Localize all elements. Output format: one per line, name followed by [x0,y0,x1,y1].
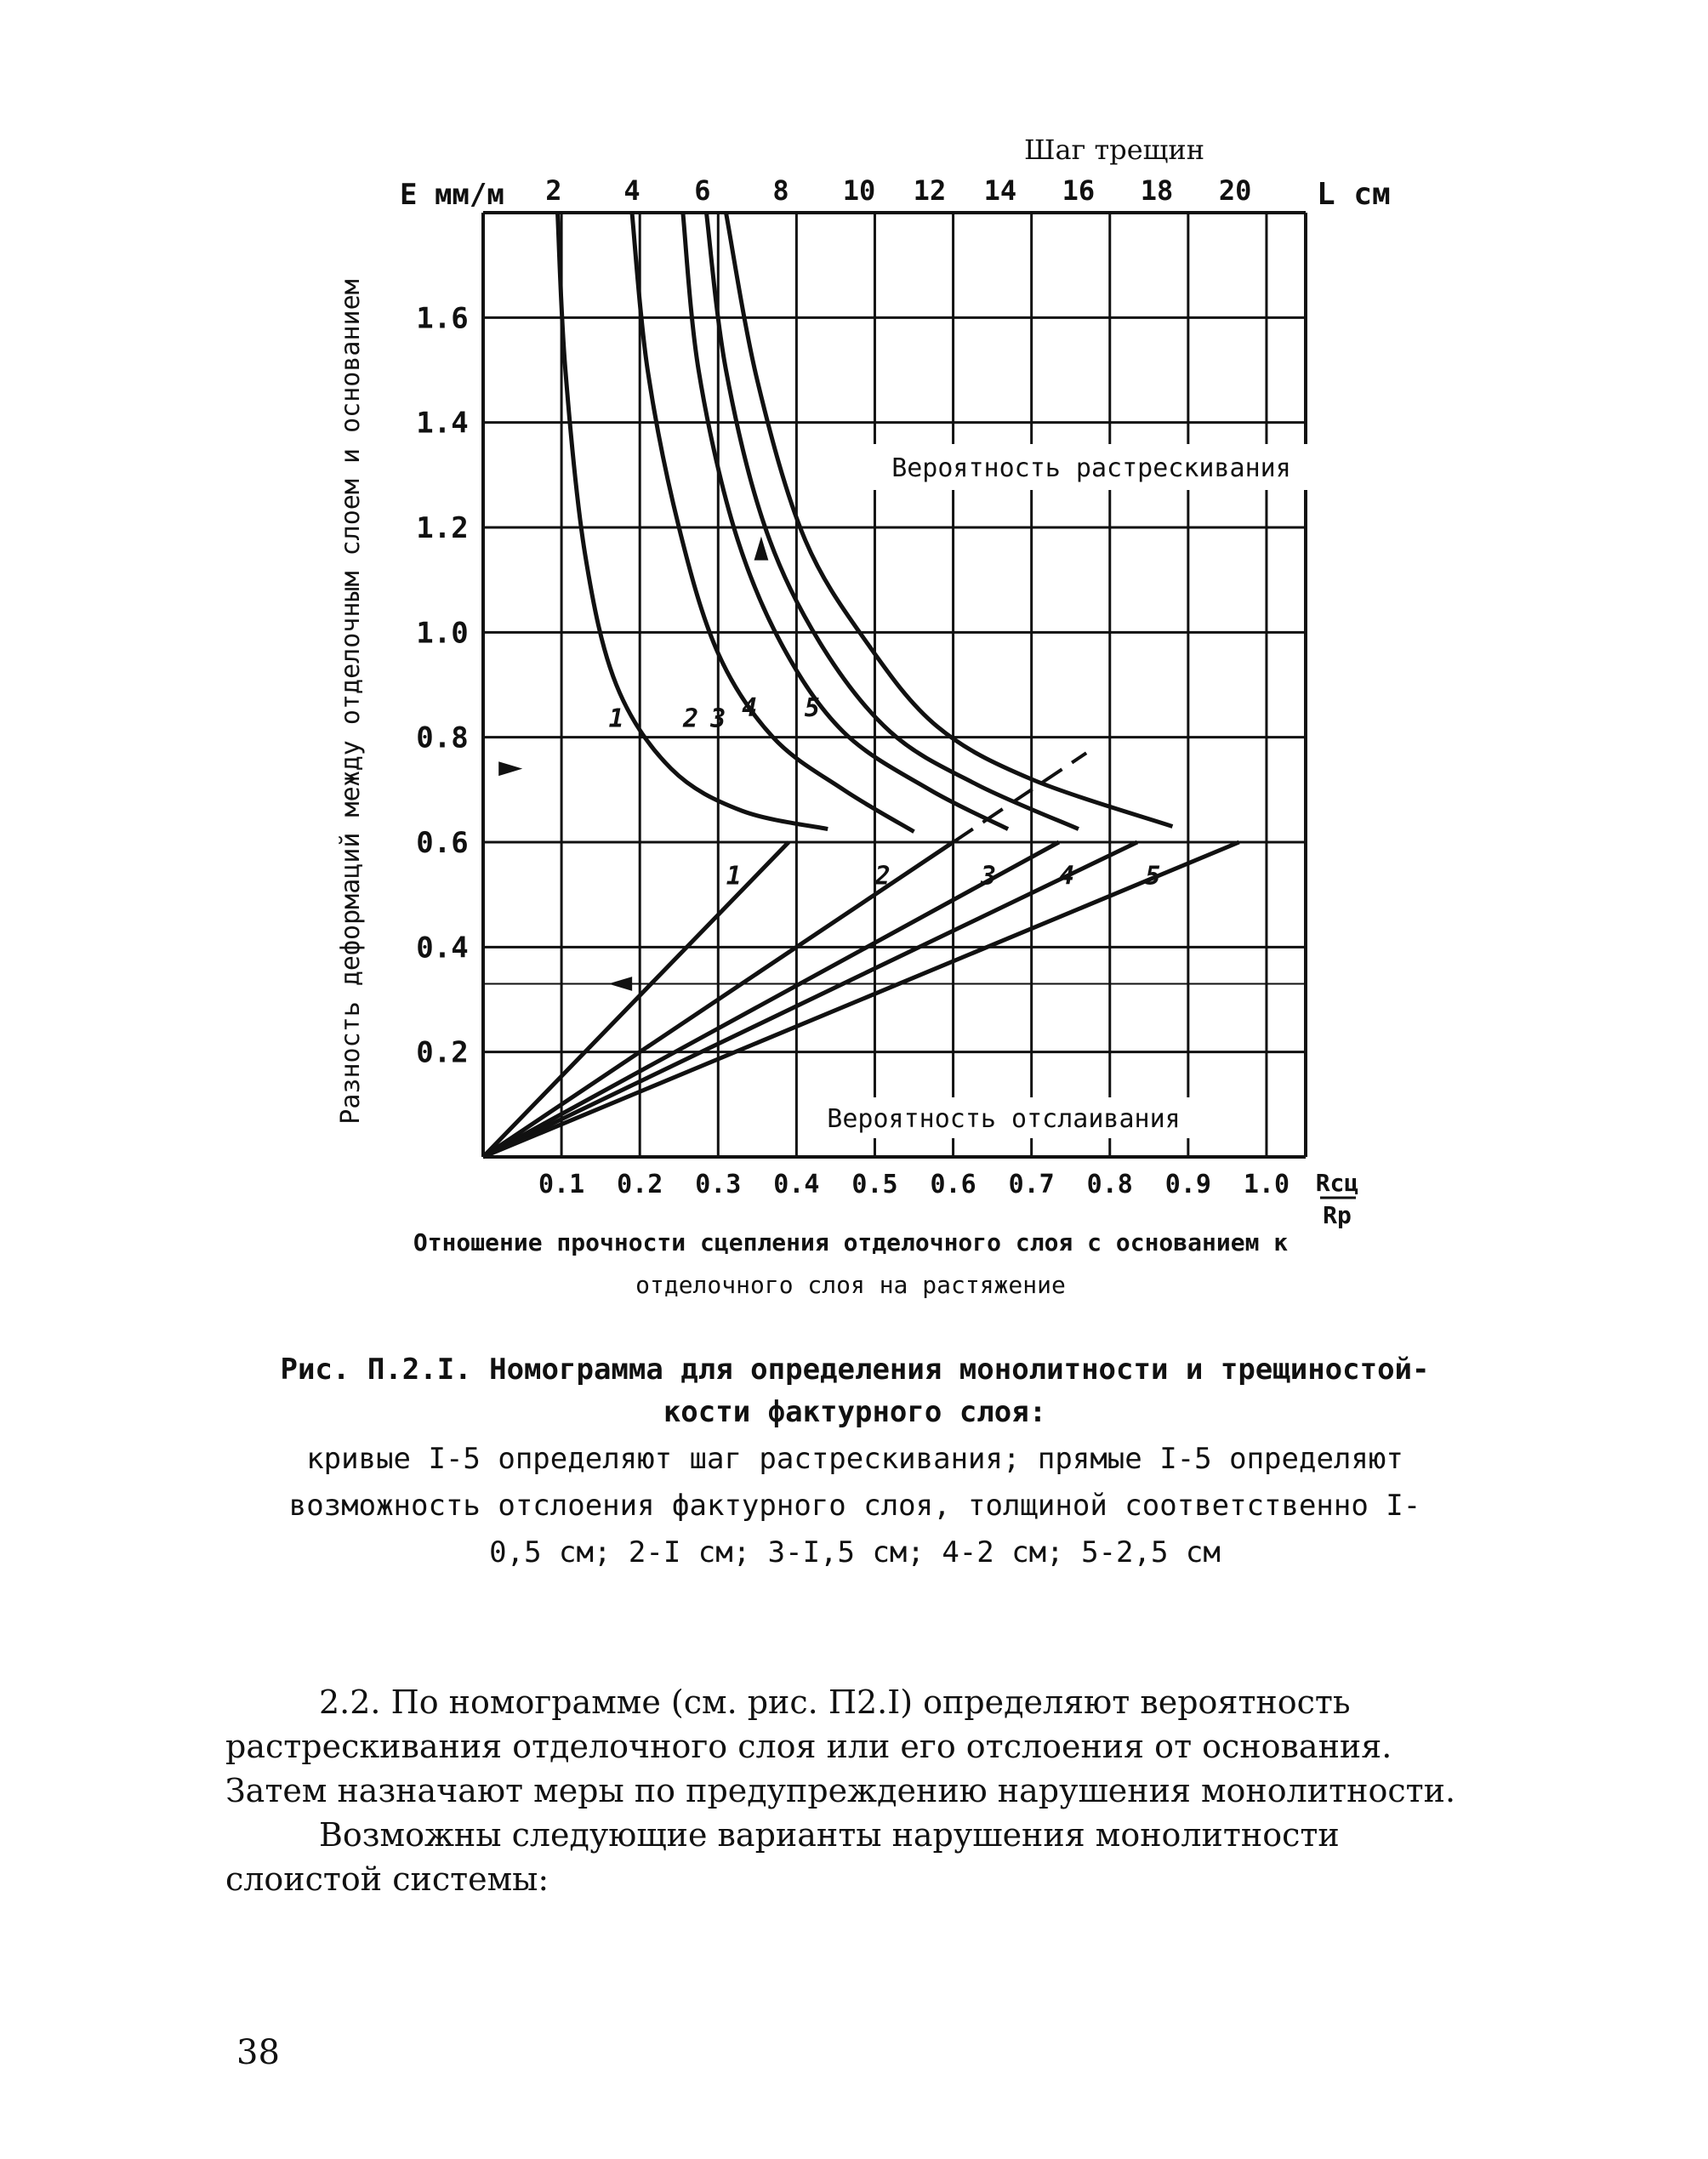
grid [483,213,1306,1157]
y-tick-label: 1.2 [416,511,469,545]
curve-label: 1 [608,704,624,734]
x-tick-label: 0.5 [851,1170,898,1199]
line-label: 2 [874,861,891,892]
x-tick-label: 0.8 [1086,1170,1133,1199]
curve-label: 4 [742,693,758,723]
top-tick-label: 16 [1062,174,1096,207]
y-axis-unit: E мм/м [400,178,504,212]
page-number: 38 [236,2033,280,2072]
x-axis-title-cont: отделочного слоя на растяжение [635,1271,1066,1299]
figure-caption-title-cont: кости фактурного слоя: [663,1395,1047,1429]
top-tick-label: 2 [545,174,562,207]
arrow-up-icon [754,537,769,561]
arrow-right-icon [498,761,522,776]
y-tick-label: 1.6 [416,301,469,336]
line-1 [483,842,789,1157]
y-tick-label: 0.2 [416,1035,469,1070]
y-tick-label: 1.0 [416,616,469,651]
curve-label: 3 [710,704,726,734]
paragraph: 2.2. По номограмме (см. рис. П2.I) определяют вероятность растрескивания отделочного слоя или его отслоения от основания. Затем назначают меры по предупреждению нарушения монолитности. [225,1683,1456,1809]
top-tick-label: 18 [1140,174,1174,207]
x-axis-title: Отношение прочности сцепления отделочного слоя с основанием к [413,1228,1289,1256]
x-tick-label: 0.7 [1008,1170,1055,1199]
y-tick-label: 1.4 [416,406,469,441]
arrow-left-icon [608,977,632,991]
dashed-guide-line [954,753,1087,842]
figure-caption-line: 0,5 см; 2-I см; 3-I,5 см; 4-2 см; 5-2,5 см [489,1535,1221,1569]
line-label: 1 [726,861,742,892]
x-axis-unit-numerator: Rсц [1315,1169,1359,1197]
x-tick-label: 0.1 [538,1170,585,1199]
curve-5 [726,213,1172,827]
top-axis-title: Шаг трещин [1023,134,1205,166]
curve-label: 2 [683,704,699,734]
y-tick-label: 0.8 [416,721,469,755]
top-tick-label: 10 [842,174,876,207]
line-label: 3 [980,861,997,892]
paragraph: Возможны следующие варианты нарушения монолитности слоистой системы: [225,1816,1340,1898]
top-tick-label: 4 [623,174,640,207]
line-label: 5 [1145,861,1161,892]
figure-caption-title: Рис. П.2.I. Номограмма для определения монолитности и трещиностой- [280,1353,1430,1387]
series [483,213,1239,1157]
x-tick-label: 1.0 [1243,1170,1290,1199]
top-tick-label: 20 [1218,174,1252,207]
figure-caption-line: кривые I-5 определяют шаг растрескивания; прямые I-5 определяют [306,1442,1403,1476]
body-text [225,1680,1484,1901]
y-tick-label: 0.4 [416,931,469,966]
curve-label: 5 [804,693,820,723]
x-tick-label: 0.9 [1164,1170,1211,1199]
top-axis-unit: L см [1317,177,1391,212]
top-tick-label: 8 [772,174,789,207]
x-tick-label: 0.3 [695,1170,742,1199]
x-axis-unit-denominator: Rр [1323,1201,1352,1229]
line-label: 4 [1059,861,1075,892]
x-tick-label: 0.6 [930,1170,976,1199]
top-tick-label: 12 [913,174,947,207]
region-label-peeling: Вероятность отслаивания [827,1104,1181,1134]
top-tick-label: 6 [694,174,711,207]
figure-caption-line: возможность отслоения фактурного слоя, толщиной соответственно I- [288,1489,1421,1523]
x-tick-label: 0.2 [617,1170,663,1199]
curve-2 [632,213,914,832]
y-axis-title: Разность деформаций между отделочным слоем и основанием [336,279,366,1125]
top-tick-label: 14 [983,174,1017,207]
region-label-cracking: Вероятность растрескивания [891,453,1291,483]
labels [336,134,1391,1299]
x-tick-label: 0.4 [773,1170,820,1199]
y-tick-label: 0.6 [416,826,469,860]
